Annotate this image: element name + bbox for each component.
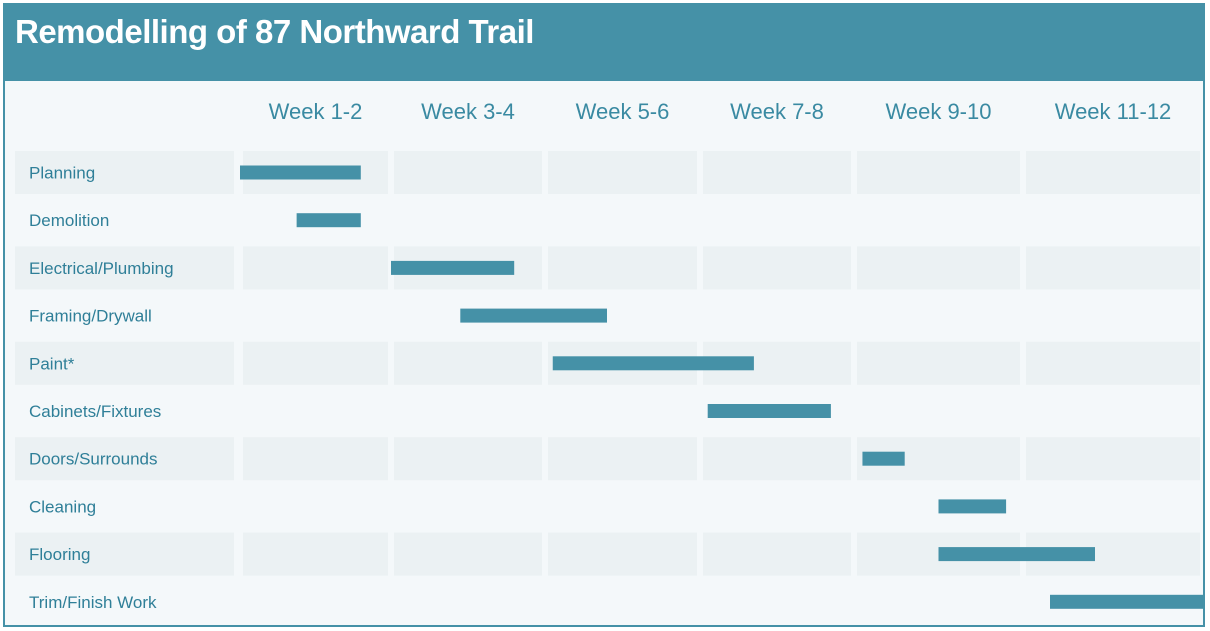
chart-frame <box>3 3 1205 627</box>
task-bar <box>297 213 361 227</box>
task-label: Cabinets/Fixtures <box>29 402 162 421</box>
row-stripe-cell <box>1026 342 1200 385</box>
task-label: Framing/Drywall <box>29 306 152 326</box>
task-bar <box>862 452 904 466</box>
row-stripe-cell <box>394 342 542 385</box>
gantt-chart <box>5 5 1203 625</box>
column-header: Week 5-6 <box>575 99 670 124</box>
row-stripe-cell <box>548 151 697 194</box>
row-stripe-cell <box>703 246 851 289</box>
row-stripe-cell <box>703 533 851 576</box>
task-label: Flooring <box>29 545 91 565</box>
row-stripe-cell <box>243 246 388 289</box>
row-stripe-cell <box>1026 246 1200 289</box>
row-stripe-cell <box>394 533 542 576</box>
row-stripe-cell <box>243 533 388 576</box>
task-bar <box>240 166 361 180</box>
row-stripe-cell <box>243 342 388 385</box>
row-stripe-cell <box>548 437 697 480</box>
task-bar <box>391 261 514 275</box>
row-stripe-cell <box>548 246 697 289</box>
row-stripe-cell <box>394 437 542 480</box>
row-stripe-cell <box>703 437 851 480</box>
column-header: Week 11-12 <box>1054 99 1172 124</box>
task-label: Demolition <box>29 211 110 231</box>
task-bar <box>939 547 1096 561</box>
row-stripe-cell <box>857 151 1020 194</box>
task-label: Planning <box>29 163 96 183</box>
task-label: Electrical/Plumbing <box>29 258 174 278</box>
task-bar <box>1050 595 1203 609</box>
task-label: Paint* <box>29 354 75 374</box>
chart-title: Remodelling of 87 Northward Trail <box>15 13 534 50</box>
row-stripe-cell <box>548 533 697 576</box>
task-bar <box>939 499 1007 513</box>
row-stripe-cell <box>857 342 1020 385</box>
row-stripe-cell <box>243 437 388 480</box>
task-label: Doors/Surrounds <box>29 449 158 469</box>
task-bar <box>708 404 831 418</box>
task-bar <box>553 356 754 370</box>
column-header: Week 1-2 <box>268 99 363 124</box>
column-header: Week 7-8 <box>730 99 824 124</box>
column-header: Week 3-4 <box>421 99 515 124</box>
task-bar <box>460 309 607 323</box>
row-stripe-cell <box>703 151 851 194</box>
row-stripe-cell <box>394 151 542 194</box>
task-label: Cleaning <box>29 497 97 517</box>
column-header: Week 9-10 <box>885 99 992 124</box>
task-label: Trim/Finish Work <box>29 592 157 612</box>
row-stripe-cell <box>1026 437 1200 480</box>
row-stripe-cell <box>857 246 1020 289</box>
row-stripe-cell <box>1026 151 1200 194</box>
